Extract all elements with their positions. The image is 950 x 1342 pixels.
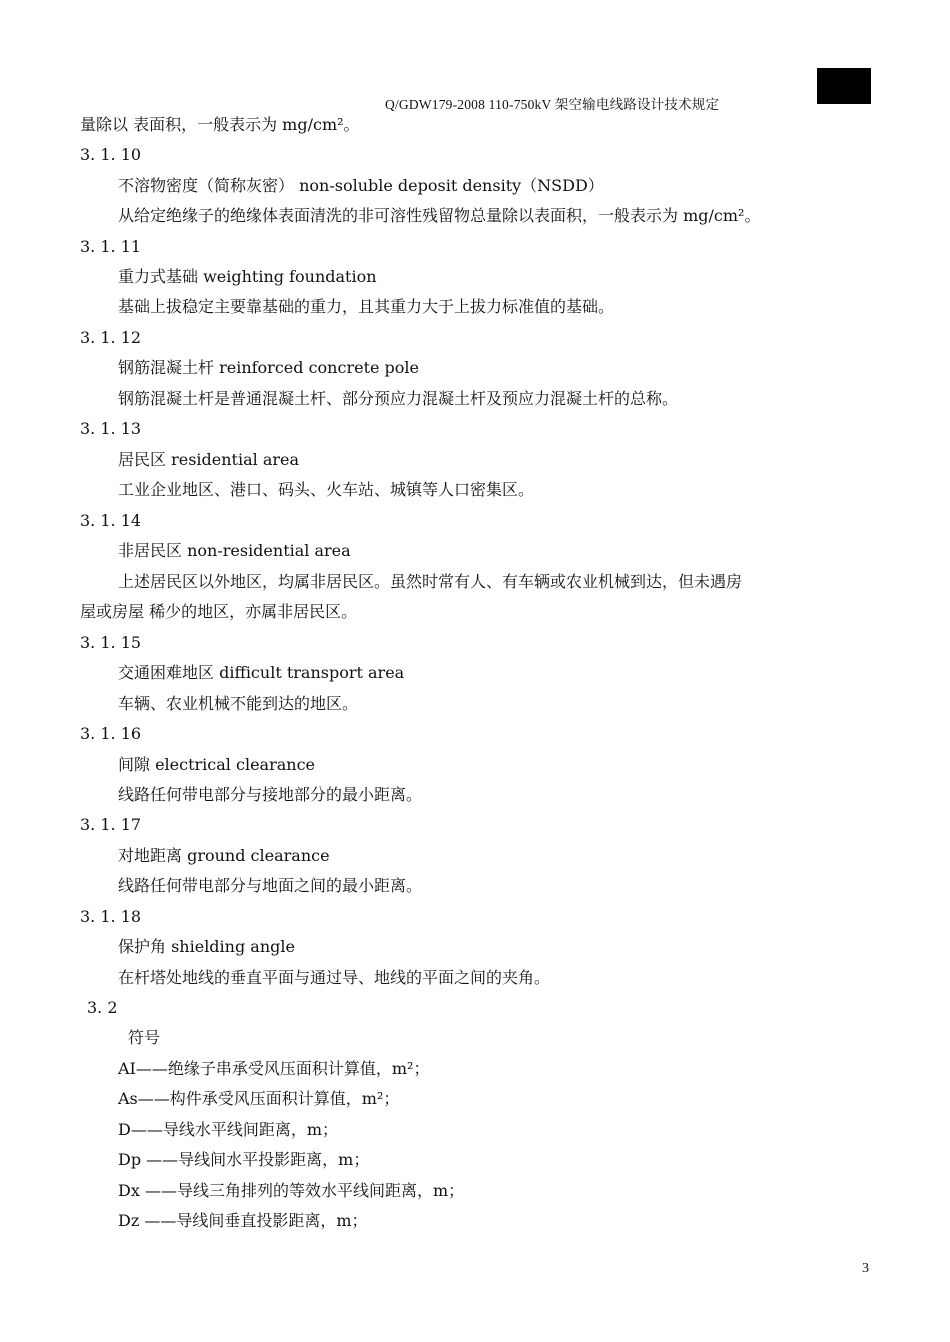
term-definition: 线路任何带电部分与地面之间的最小距离。 [118, 876, 423, 895]
term-definition-continued: 屋或房屋 稀少的地区，亦属非居民区。 [80, 602, 358, 621]
term-definition: 工业企业地区、港口、码头、火车站、城镇等人口密集区。 [118, 480, 535, 499]
term-title: 交通困难地区 difficult transport area [118, 663, 405, 682]
header-black-block [817, 68, 871, 104]
term-title: 非居民区 non-residential area [118, 541, 351, 560]
section-number: 3. 2 [87, 998, 118, 1017]
symbol-definition: Dx ——导线三角排列的等效水平线间距离，m； [118, 1181, 465, 1200]
symbol-definition: As——构件承受风压面积计算值，m²； [118, 1089, 400, 1108]
symbol-definition: AI——绝缘子串承受风压面积计算值，m²； [118, 1059, 430, 1078]
term-definition: 基础上拔稳定主要靠基础的重力，且其重力大于上拔力标准值的基础。 [118, 297, 615, 316]
symbol-definition: Dp ——导线间水平投影距离，m； [118, 1150, 370, 1169]
term-definition: 从给定绝缘子的绝缘体表面清洗的非可溶性残留物总量除以表面积，一般表示为 mg/cm²。 [118, 206, 761, 225]
clause-number: 3. 1. 11 [80, 237, 142, 256]
clause-number: 3. 1. 17 [80, 815, 142, 834]
term-definition: 线路任何带电部分与接地部分的最小距离。 [118, 785, 423, 804]
symbol-definition: Dz ——导线间垂直投影距离，m； [118, 1211, 368, 1230]
page-header: Q/GDW179-2008 110-750kV 架空输电线路设计技术规定 [385, 97, 720, 112]
text-line: 量除以 表面积，一般表示为 mg/cm²。 [80, 115, 360, 134]
term-title: 重力式基础 weighting foundation [118, 267, 377, 286]
term-definition: 车辆、农业机械不能到达的地区。 [118, 694, 359, 713]
term-title: 钢筋混凝土杆 reinforced concrete pole [118, 358, 420, 377]
clause-number: 3. 1. 16 [80, 724, 142, 743]
clause-number: 3. 1. 18 [80, 907, 142, 926]
term-definition: 钢筋混凝土杆是普通混凝土杆、部分预应力混凝土杆及预应力混凝土杆的总称。 [118, 389, 679, 408]
symbol-definition: D——导线水平线间距离，m； [118, 1120, 339, 1139]
term-definition: 在杆塔处地线的垂直平面与通过导、地线的平面之间的夹角。 [118, 968, 551, 987]
term-title: 对地距离 ground clearance [118, 846, 330, 865]
clause-number: 3. 1. 12 [80, 328, 142, 347]
section-title: 符号 [128, 1028, 161, 1047]
clause-number: 3. 1. 14 [80, 511, 142, 530]
clause-number: 3. 1. 10 [80, 145, 142, 164]
term-title: 不溶物密度（简称灰密） non-soluble deposit density（NSDD） [118, 176, 604, 195]
term-title: 保护角 shielding angle [118, 937, 295, 956]
term-definition: 上述居民区以外地区，均属非居民区。虽然时常有人、有车辆或农业机械到达，但未遇房 [118, 572, 743, 591]
page-number: 3 [862, 1261, 869, 1276]
clause-number: 3. 1. 13 [80, 419, 142, 438]
term-title: 居民区 residential area [118, 450, 300, 469]
clause-number: 3. 1. 15 [80, 633, 142, 652]
term-title: 间隙 electrical clearance [118, 755, 316, 774]
